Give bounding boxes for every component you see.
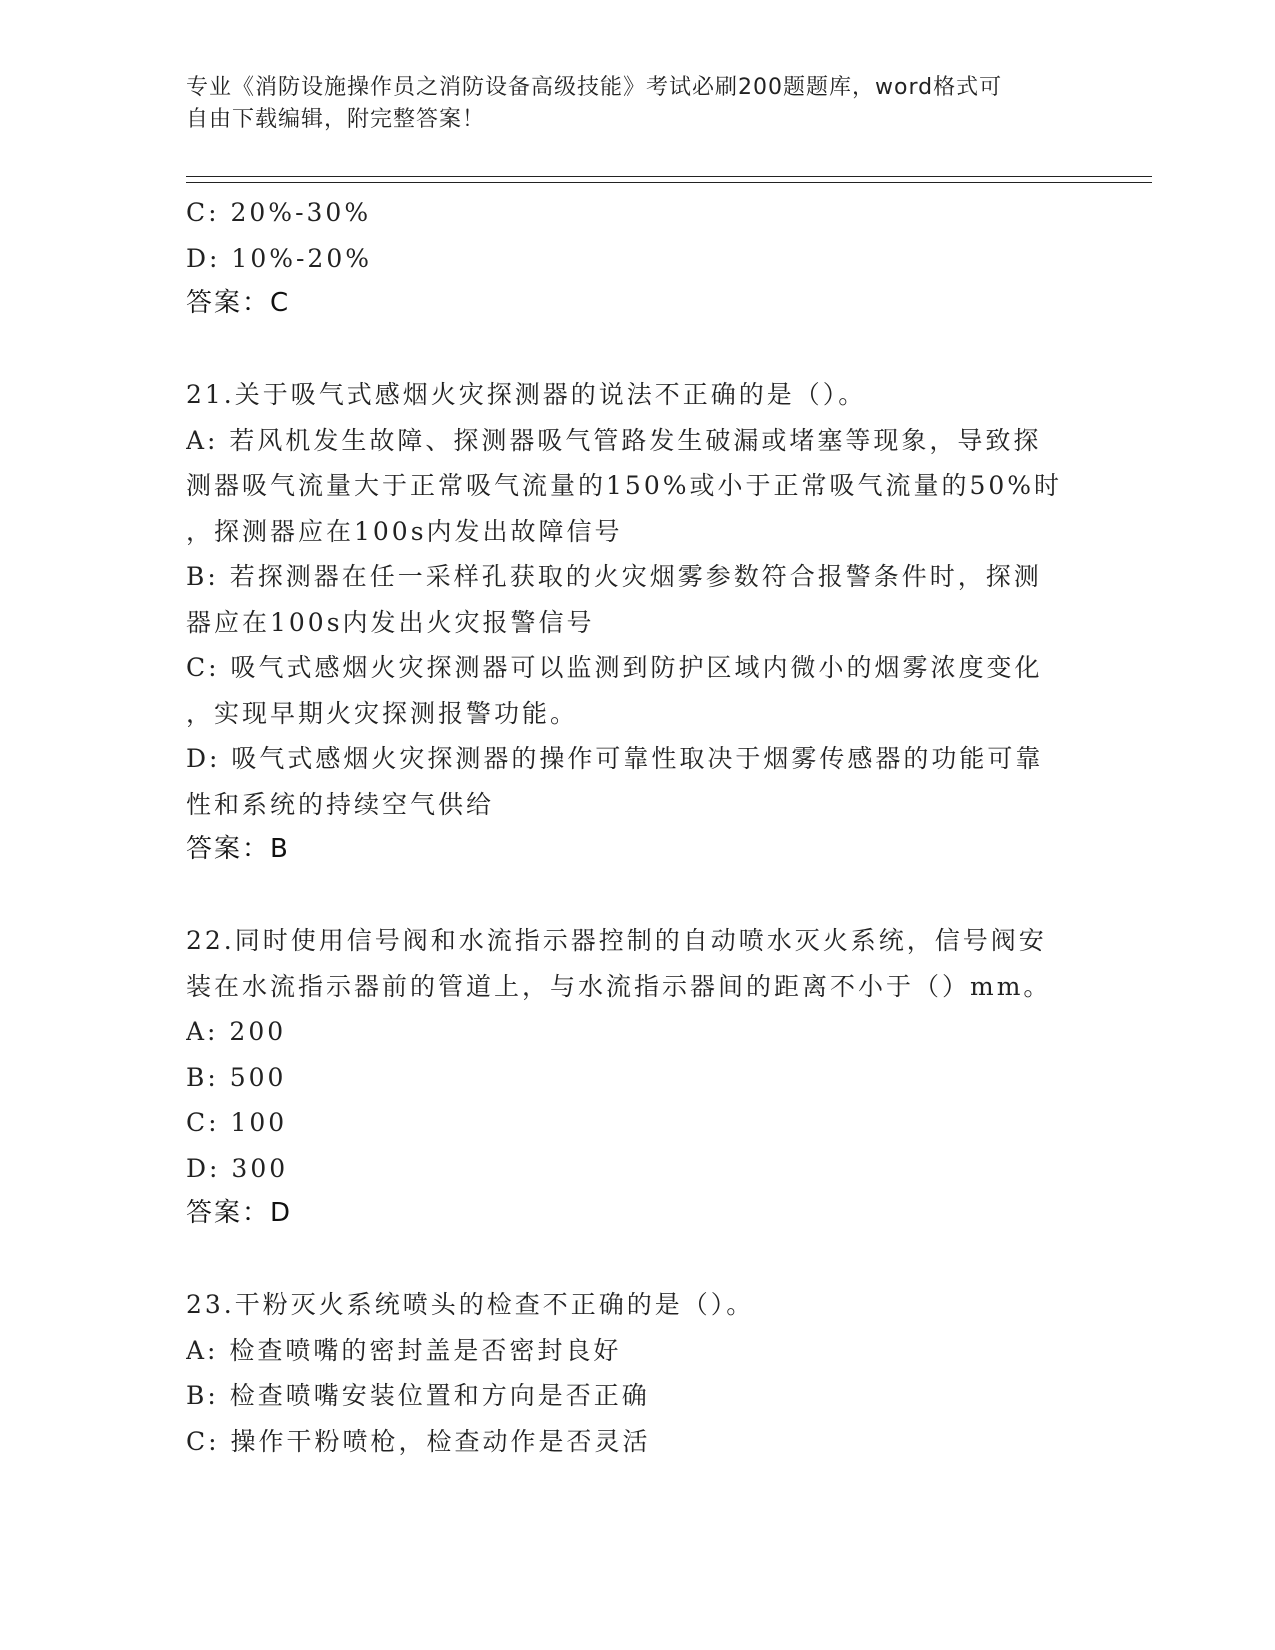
- option-b-line-1: B: 若探测器在任一采样孔获取的火灾烟雾参数符合报警条件时，探测: [186, 562, 1042, 591]
- question-stem-line-2: 装在水流指示器前的管道上，与水流指示器间的距离不小于（）mm。: [186, 971, 1052, 1001]
- option-c: C: 20%-30%: [186, 198, 372, 227]
- spacer: [186, 327, 1066, 373]
- option-b: B: 检查喷嘴安装位置和方向是否正确: [186, 1381, 650, 1410]
- option-a-line-3: ，探测器应在100s内发出故障信号: [186, 516, 623, 546]
- spacer: [186, 873, 1066, 919]
- answer-line: 答案：C: [186, 288, 291, 318]
- option-d-line-1: D: 吸气式感烟火灾探测器的操作可靠性取决于烟雾传感器的功能可靠: [186, 744, 1044, 773]
- option-c: C: 操作干粉喷枪，检查动作是否灵活: [186, 1426, 651, 1456]
- option-a: A: 200: [186, 1017, 287, 1046]
- option-c-line-1: C: 吸气式感烟火灾探测器可以监测到防护区域内微小的烟雾浓度变化: [186, 653, 1043, 682]
- question-21: [186, 372, 1066, 873]
- header-title-line-1: 专业《消防设施操作员之消防设备高级技能》考试必刷200题题库，word格式可: [186, 75, 1003, 100]
- option-b: B: 500: [186, 1062, 287, 1092]
- option-d: D: 300: [186, 1153, 289, 1183]
- question-stem-line-1: 22.同时使用信号阀和水流指示器控制的自动喷水灭火系统，信号阀安: [186, 926, 1047, 955]
- question-stem: 23.干粉灭火系统喷头的检查不正确的是（）。: [186, 1290, 755, 1319]
- question-22: [186, 918, 1066, 1237]
- header-title-line-2: 自由下载编辑，附完整答案！: [186, 107, 486, 132]
- question-23: [186, 1282, 1066, 1464]
- option-a: A: 检查喷嘴的密封盖是否密封良好: [186, 1335, 622, 1365]
- option-a-line-2: 测器吸气流量大于正常吸气流量的150%或小于正常吸气流量的50%时: [186, 471, 1063, 500]
- option-c: C: 100: [186, 1108, 288, 1137]
- header-divider: [186, 176, 1152, 183]
- option-d: D: 10%-20%: [186, 243, 372, 273]
- document-body: [186, 190, 1066, 1464]
- previous-question-tail: [186, 190, 1066, 327]
- option-b-line-2: 器应在100s内发出火灾报警信号: [186, 607, 595, 637]
- option-c-line-2: ，实现早期火灾探测报警功能。: [186, 698, 579, 728]
- option-a-line-1: A: 若风机发生故障、探测器吸气管路发生破漏或堵塞等现象，导致探: [186, 425, 1042, 455]
- spacer: [186, 1237, 1066, 1283]
- answer-line: 答案：D: [186, 1198, 293, 1228]
- question-stem: 21.关于吸气式感烟火灾探测器的说法不正确的是（）。: [186, 380, 867, 409]
- option-d-line-2: 性和系统的持续空气供给: [186, 789, 495, 819]
- answer-line: 答案：B: [186, 834, 290, 864]
- document-header: [186, 72, 1086, 136]
